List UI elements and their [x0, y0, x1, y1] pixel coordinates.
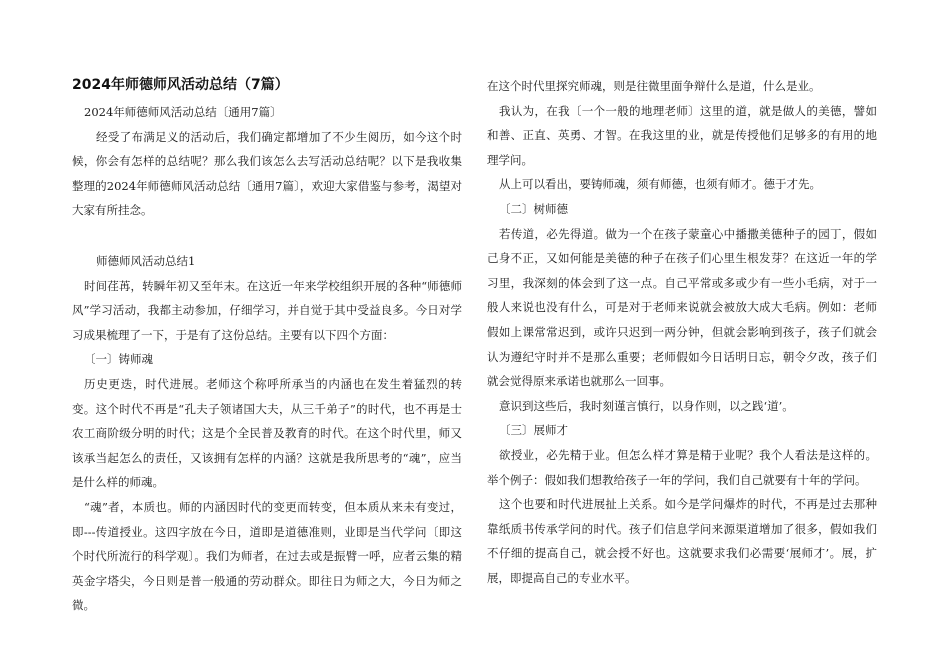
paragraph: 师德师风活动总结1	[96, 253, 196, 268]
paragraph: 〔三〕展师才	[499, 423, 568, 438]
right-paragraphs	[487, 74, 877, 590]
left-column	[72, 70, 462, 618]
paragraph: 我认为，在我〔一个一般的地理老师〕这里的道，就是做人的美德，譬如和善、正直、英勇、才智。在我这里的业，就是传授他们足够多的有用的地理学问。	[487, 103, 877, 167]
paragraph: 〔二〕树师德	[499, 201, 568, 216]
paragraph: 若传道，必先得道。做为一个在孩子蒙童心中播撒美德种子的园丁，假如己身不正，又如何能是美德的种子在孩子们心里生根发芽？在这近一年的学习里，我深刻的体会到了这一点。自己平常或多或少有一些小毛病，对于一般人来说也没有什么，可是对于老师来说就会被放大成大毛病。例如：老师假如上课常常迟到，或许只迟到一两分钟，但就会影响到孩子，孩子们就会认为遵纪守时并不是那么重要；老师假如今日话明日忘，朝令夕改，孩子们就会觉得原来承诺也就那么一回事。	[487, 226, 877, 389]
paragraph: 经受了布满足义的活动后，我们确定都增加了不少生阅历，如今这个时候，你会有怎样的总结呢？那么我们该怎么去写活动总结呢？以下是我收集整理的2024年师德师风活动总结〔通用7篇〕，欢迎大家借鉴与参考，渴望对大家有所挂念。	[72, 129, 462, 218]
paragraph: 〔一〕铸师魂	[84, 352, 153, 367]
paragraph: 2024年师德师风活动总结〔通用7篇〕	[84, 105, 282, 119]
paragraph: 从上可以看出，要铸师魂，须有师德，也须有师才。德于才先。	[499, 177, 821, 192]
paragraph: 意识到这些后，我时刻谨言慎行，以身作则，以之践‘道’。	[499, 398, 794, 413]
paragraph: “魂”者，本质也。师的内涵因时代的变更而转变，但本质从来未有变过，即---传道授业。这四字放在今日，道即是道德准则，业即是当代学问〔即这个时代所流行的科学观〕。我们为师者，在过去或是振臂一呼，应者云集的精英金字塔尖，今日则是普一般通的劳动群众。即往日为师之大，今日为师之微。	[72, 499, 462, 613]
left-paragraphs	[72, 100, 462, 618]
paragraph: 历史更迭，时代进展。老师这个称呼所承当的内涵也在发生着猛烈的转变。这个时代不再是“孔夫子领诸国大夫，从三千弟子”的时代，也不再是士农工商阶级分明的时代；这是个全民普及教育的时代。在这个时代里，师又该承当起怎么的责任，又该拥有怎样的内涵？这就是我所思考的“魂”，应当是什么样的师魂。	[72, 376, 462, 490]
blank-line	[72, 223, 462, 249]
paragraph: 欲授业，必先精于业。但怎么样才算是精于业呢？我个人看法是这样的。举个例子：假如我们想教给孩子一年的学问，我们自己就要有十年的学问。	[487, 447, 877, 487]
document-title: 2024年师德师风活动总结（7篇）	[72, 77, 289, 93]
paragraph: 在这个时代里探究师魂，则是往微里面争辩什么是道，什么是业。	[487, 79, 821, 93]
paragraph: 时间荏苒，转瞬年初又至年末。在这近一年来学校组织开展的各种“师德师风”学习活动，我都主动参加，仔细学习，并自觉于其中受益良多。今日对学习成果梳理了一下，于是有了这份总结。主要有以下四个方面：	[72, 278, 462, 342]
paragraph: 这个也要和时代进展扯上关系。如今是学问爆炸的时代，不再是过去那种靠纸质书传承学问的时代。孩子们信息学问来源渠道增加了很多，假如我们不仔细的提高自己，就会授不好也。这就要求我们必需要‘展师才’。展，扩展，即提高自己的专业水平。	[487, 497, 877, 585]
right-column	[487, 74, 877, 590]
